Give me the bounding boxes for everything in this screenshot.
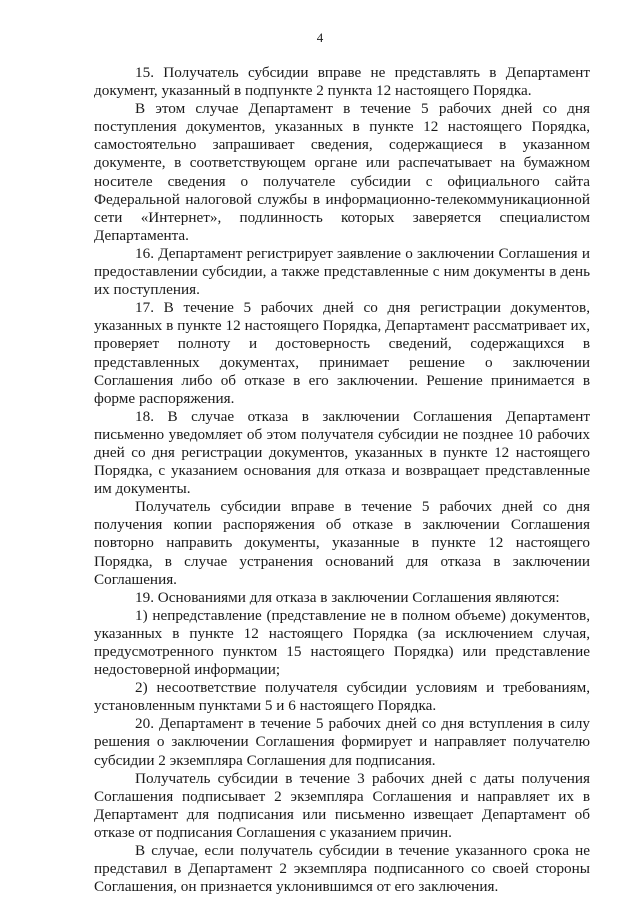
paragraph-17: 17. В течение 5 рабочих дней со дня регистрации документов, указанных в пункте 12 настоящего Порядка, Департамент рассматривает их, проверяет полноту и достоверность сведений, содержащихся в представленных документах, принимает решение о заключении Соглашения либо об отказе в его заключении. Решение принимается в форме распоряжения. [94,299,590,407]
paragraph-18: 18. В случае отказа в заключении Соглашения Департамент письменно уведомляет об этом получателя субсидии не позднее 10 рабочих дней со дня регистрации документов, указанных в пункте 12 настоящего Порядка, с указанием основания для отказа и возвращает представленные им документы. [94,407,590,498]
paragraph-19-item-1: 1) непредставление (представление не в полном объеме) документов, указанных в пункте 12 настоящего Порядка (за исключением случая, предусмотренного пунктом 15 настоящего Порядка) или представление недостоверной информации; [94,606,590,679]
paragraph-20: 20. Департамент в течение 5 рабочих дней со дня вступления в силу решения о заключении Соглашения формирует и направляет получателю субсидии 2 экземпляра Соглашения для подписания. [94,715,590,769]
document-body [94,64,590,896]
paragraph-18-resubmission: Получатель субсидии вправе в течение 5 рабочих дней со дня получения копии распоряжения об отказе в заключении Соглашения повторно направить документы, указанные в пункте 12 настоящего Порядка, в случае устранения оснований для отказа в заключении Соглашения. [94,498,590,588]
paragraph-19-item-2: 2) несоответствие получателя субсидии условиям и требованиям, установленным пунктами 5 и 6 настоящего Порядка. [94,679,590,715]
paragraph-15-case: В этом случае Департамент в течение 5 рабочих дней со дня поступления документов, указанных в пункте 12 настоящего Порядка, самостоятельно запрашивает сведения, содержащиеся в указанном документе, в соответствующем органе или распечатывает на бумажном носителе сведения о получателе субсидии с официального сайта Федеральной налоговой службы в информационно-телекоммуникационной сети «Интернет», подлинность которых заверяется специалистом Департамента. [94,100,590,244]
paragraph-20-signing: Получатель субсидии в течение 3 рабочих дней с даты получения Соглашения подписывает 2 экземпляра Соглашения и направляет их в Департамент для подписания или письменно извещает Департамент об отказе от подписания Соглашения с указанием причин. [94,769,590,841]
paragraph-15: 15. Получатель субсидии вправе не представлять в Департамент документ, указанный в подпункте 2 пункта 12 настоящего Порядка. [94,64,590,100]
paragraph-20-evasion: В случае, если получатель субсидии в течение указанного срока не представил в Департамент 2 экземпляра подписанного со своей стороны Соглашения, он признается уклонившимся от его заключения. [94,842,590,896]
paragraph-19: 19. Основаниями для отказа в заключении Соглашения являются: [135,588,560,606]
paragraph-16: 16. Департамент регистрирует заявление о заключении Соглашения и предоставлении субсидии, а также представленные с ним документы в день их поступления. [94,244,590,299]
page-number: 4 [316,30,324,45]
